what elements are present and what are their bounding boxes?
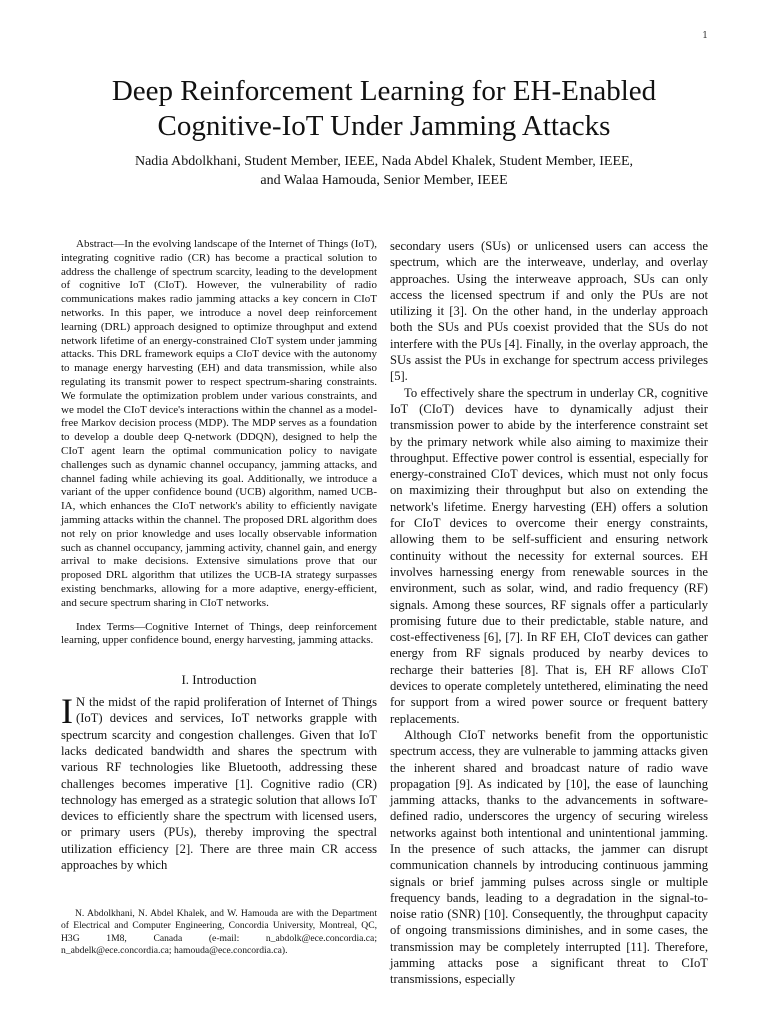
right-paragraph-2: To effectively share the spectrum in underlay CR, cognitive IoT (CIoT) devices have to dynamically adjust their transmission power to abide by the interference constraint set by the primary network while also aiming to maximize their throughput. Effective power control is essential, especially for energy-constrained CIoT devices, which must not only focus on maximizing their throughput but also on extending the network's lifetime. Energy harvesting (EH) offers a solution for CIoT devices to overcome their energy constraints, allowing them to be self-sufficient and ensuring network continuity without the necessity for external sources. EH involves harnessing energy from renewable sources in the environment, such as solar, wind, and radio frequency (RF) signals. Among these sources, RF signals offer a particularly promising future due to their predictable, stable nature, and cost-effectiveness [6], [7]. In RF EH, CIoT devices can gather energy from RF signals produced by nearby devices to recharge their batteries [8]. That is, EH RF allows CIoT devices to operate completely untethered, eliminating the need for support from a wired power source or frequent battery replacements.	[390, 385, 708, 726]
author-line-2: and Walaa Hamouda, Senior Member, IEEE	[260, 173, 508, 188]
intro-paragraph-1	[61, 691, 377, 873]
right-paragraph-3: Although CIoT networks benefit from the opportunistic spectrum access, they are vulnerable to jamming attacks given the inherent shared and broadcast nature of radio wave propagation [9]. As indicated by [10], the ease of launching jamming attacks, thanks to the advancements in software-defined radio, underscores the urgency of securing wireless networks against both intentional and unintentional jamming. In the presence of such attacks, the jammer can disrupt communication channels by introducing continuous jamming signals or brief jamming pulses across single or multiple frequency bands, leading to a degradation in the signal-to-noise ratio (SNR) [10]. Consequently, the throughput capacity of ongoing transmissions diminishes, and in some cases, the transmission may be completely interrupted [11]. Therefore, jamming attacks pose a significant threat to CIoT transmissions, especially	[390, 727, 708, 987]
right-column	[390, 238, 708, 988]
right-paragraph-1: secondary users (SUs) or unlicensed users can access the spectrum, which are the interweave, underlay, and overlay approaches. Using the interweave approach, SUs can only access the licensed spectrum if and only the PUs are not utilizing it [3]. On the other hand, in the underlay approach both the SUs and PUs coexist provided that the SUs do not interfere with the PUs [4]. Finally, in the overlay approach, the SUs assist the PUs in exchange for spectrum access privileges [5].	[390, 239, 708, 384]
section-heading-introduction: I. Introduction	[181, 672, 257, 688]
author-affiliation-footnote: N. Abdolkhani, N. Abdel Khalek, and W. Hamouda are with the Department of Electrical and Computer Engineering, Concordia University, Montreal, QC, H3G 1M8, Canada (e-mail: n_abdolk@ece.concordia.ca; n_abdelk@ece.concordia.ca; hamouda@ece.concordia.ca).	[61, 908, 377, 957]
author-block	[60, 152, 708, 190]
drop-cap: I	[61, 691, 73, 732]
page-number: 1	[702, 31, 708, 41]
author-line-1: Nadia Abdolkhani, Student Member, IEEE, Nada Abdel Khalek, Student Member, IEEE,	[134, 154, 634, 169]
paper-title: Deep Reinforcement Learning for EH-Enabled Cognitive-IoT Under Jamming Attacks	[111, 75, 657, 142]
intro-paragraph-1-text: N the midst of the rapid proliferation of Internet of Things (IoT) devices and services, IoT networks grapple with spectrum scarcity and congestion challenges. Given that IoT lacks dedicated bandwidth and shares the spectrum with various RF technologies like Bluetooth, addressing these challenges becomes imperative [1]. Cognitive radio (CR) technology has emerged as a strategic solution that allows IoT devices to efficiently share the spectrum with licensed users, or primary users (PUs), thereby improving the spectral utilization efficiency [2]. There are three main CR access approaches by which	[61, 695, 377, 873]
left-column	[61, 238, 377, 873]
abstract: Abstract—In the evolving landscape of the Internet of Things (IoT), integrating cognitive radio (CR) has become a practical solution to address the challenge of spectrum scarcity, leading to the development of cognitive IoT (CIoT). However, the vulnerability of radio communications makes radio jamming attacks a key concern in CIoT networks. In this paper, we introduce a novel deep reinforcement learning (DRL) approach designed to optimize throughput and extend network lifetime of an energy-constrained CIoT system under jamming attacks. This DRL framework equips a CIoT device with the autonomy to manage energy harvesting (EH) and data transmission, while also regulating its transmit power to respect spectrum-sharing constraints. We formulate the optimization problem under various constraints, and we model the CIoT device's interactions within the channel as a model-free Markov decision process (MDP). The MDP serves as a foundation to develop a double deep Q-network (DDQN), designed to help the CIoT agent learn the optimal communication policy to navigate challenges such as dynamic channel occupancy, jamming attacks, and channel fading while achieving its goal. Additionally, we introduce a variant of the upper confidence bound (UCB) algorithm, named UCB-IA, which enhances the CIoT network's ability to efficiently navigate jamming attacks within the channel. The proposed DRL algorithm does not rely on prior knowledge and uses locally observable information such as channel occupancy, jamming activity, channel gain, and energy arrival to make decisions. Extensive simulations prove that our proposed DRL algorithm that utilizes the UCB-IA strategy surpasses existing benchmarks, allowing for a more adaptive, energy-efficient, and secure spectrum sharing in CIoT networks.	[61, 238, 377, 609]
index-terms: Index Terms—Cognitive Internet of Things, deep reinforcement learning, upper confidence bound, energy harvesting, jamming attacks.	[61, 620, 377, 647]
